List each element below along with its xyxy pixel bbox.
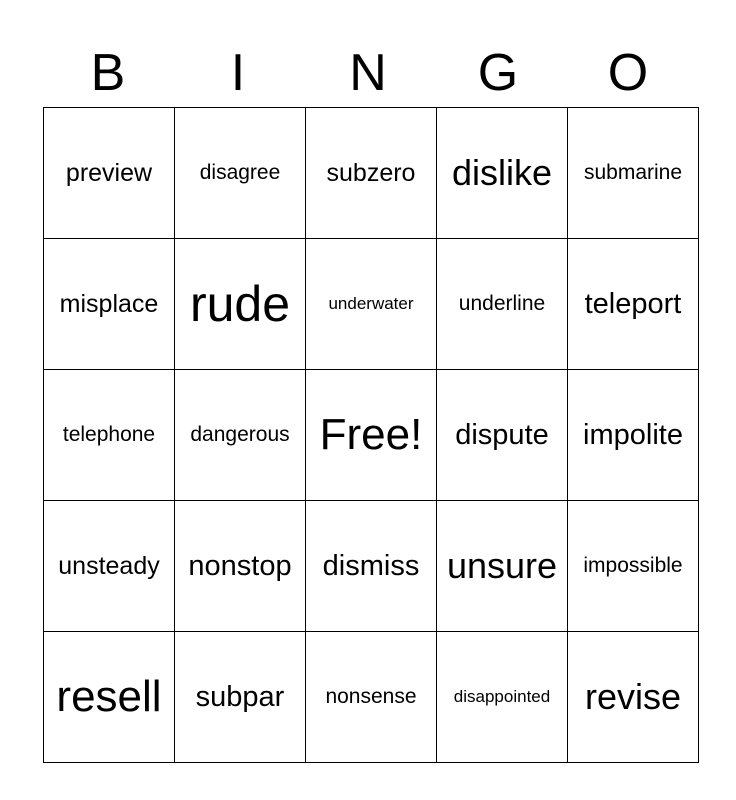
- bingo-cell[interactable]: subpar: [175, 632, 306, 763]
- bingo-cell[interactable]: nonstop: [175, 501, 306, 632]
- header-letter-o: O: [607, 44, 649, 102]
- bingo-cell[interactable]: impossible: [568, 501, 699, 632]
- bingo-cell[interactable]: impolite: [568, 370, 699, 501]
- bingo-cell[interactable]: resell: [44, 632, 175, 763]
- bingo-cell[interactable]: submarine: [568, 108, 699, 239]
- header-letter-i: I: [230, 44, 246, 102]
- bingo-cell[interactable]: rude: [175, 239, 306, 370]
- bingo-cell[interactable]: dismiss: [306, 501, 437, 632]
- bingo-cell[interactable]: misplace: [44, 239, 175, 370]
- bingo-board: [43, 107, 699, 763]
- bingo-cell[interactable]: nonsense: [306, 632, 437, 763]
- free-space-cell[interactable]: Free!: [306, 370, 437, 501]
- board-row: [44, 239, 699, 370]
- bingo-cell[interactable]: underline: [437, 239, 568, 370]
- bingo-cell[interactable]: dangerous: [175, 370, 306, 501]
- board-row: [44, 108, 699, 239]
- board-row: [44, 632, 699, 763]
- board-row: [44, 370, 699, 501]
- header-letter-b: B: [90, 44, 126, 102]
- bingo-cell[interactable]: underwater: [306, 239, 437, 370]
- header-letter-n: N: [349, 44, 387, 102]
- bingo-cell[interactable]: teleport: [568, 239, 699, 370]
- bingo-cell[interactable]: disappointed: [437, 632, 568, 763]
- board-row: [44, 501, 699, 632]
- bingo-cell[interactable]: dislike: [437, 108, 568, 239]
- bingo-cell[interactable]: dispute: [437, 370, 568, 501]
- bingo-cell[interactable]: subzero: [306, 108, 437, 239]
- header-letter-g: G: [477, 44, 519, 102]
- bingo-cell[interactable]: disagree: [175, 108, 306, 239]
- bingo-cell[interactable]: unsure: [437, 501, 568, 632]
- bingo-cell[interactable]: revise: [568, 632, 699, 763]
- bingo-cell[interactable]: preview: [44, 108, 175, 239]
- bingo-cell[interactable]: unsteady: [44, 501, 175, 632]
- bingo-cell[interactable]: telephone: [44, 370, 175, 501]
- bingo-header: [43, 40, 693, 106]
